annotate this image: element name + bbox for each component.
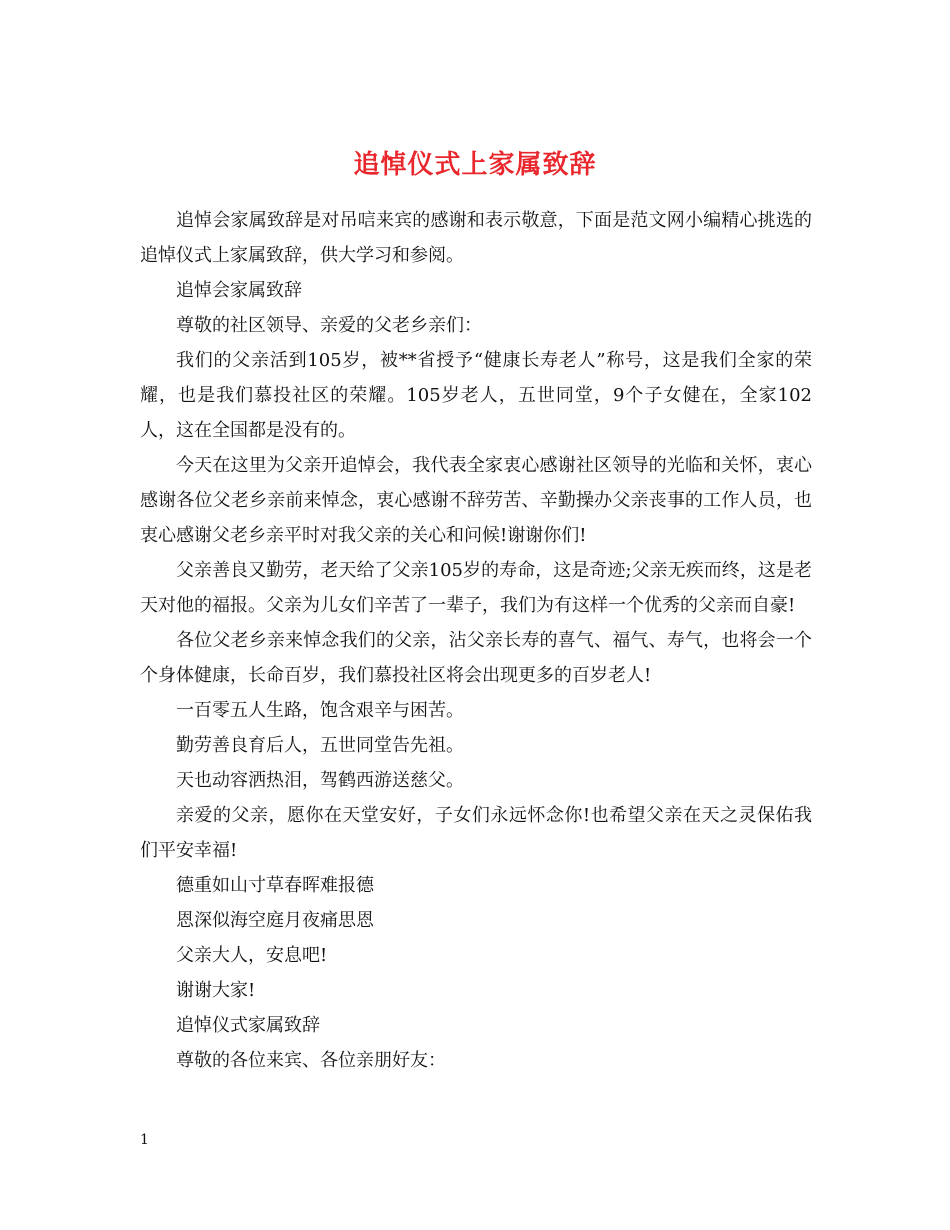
couplet-line: 恩深似海空庭月夜痛思恩 — [176, 910, 374, 931]
paragraph-salutation-2: 尊敬的各位来宾、各位亲朋好友： — [176, 1050, 446, 1071]
paragraph: 父亲善良又勤劳，老天给了父亲105岁的寿命，这是奇迹;父亲无疾而终，这是老天对他的福报。父亲为儿女们辛苦了一辈子，我们为有这样一个优秀的父亲而自豪! — [140, 560, 812, 616]
poem-line: 一百零五人生路，饱含艰辛与困苦。 — [176, 700, 464, 721]
paragraph-heading-1: 追悼会家属致辞 — [176, 280, 302, 301]
poem-line: 天也动容洒热泪，驾鹤西游送慈父。 — [176, 770, 464, 791]
document-title: 追悼仪式上家属致辞 — [353, 150, 597, 181]
paragraph-heading-2: 追悼仪式家属致辞 — [176, 1015, 320, 1036]
paragraph-intro: 追悼会家属致辞是对吊唁来宾的感谢和表示敬意，下面是范文网小编精心挑选的追悼仪式上家属致辞，供大学习和参阅。 — [140, 210, 812, 266]
paragraph: 各位父老乡亲来悼念我们的父亲，沾父亲长寿的喜气、福气、寿气，也将会一个个身体健康，长命百岁，我们慕投社区将会出现更多的百岁老人! — [140, 630, 812, 686]
paragraph: 谢谢大家! — [176, 980, 256, 1001]
page-number: 1 — [140, 1132, 149, 1148]
document-body — [140, 203, 812, 1078]
paragraph-salutation-1: 尊敬的社区领导、亲爱的父老乡亲们： — [176, 315, 482, 336]
paragraph: 父亲大人，安息吧! — [176, 945, 328, 966]
paragraph: 我们的父亲活到105岁，被**省授予“健康长寿老人”称号，这是我们全家的荣耀，也是我们慕投社区的荣耀。105岁老人，五世同堂，9个子女健在，全家102人，这在全国都是没有的。 — [140, 350, 812, 441]
couplet-line: 德重如山寸草春晖难报德 — [176, 875, 374, 896]
poem-line: 勤劳善良育后人，五世同堂告先祖。 — [176, 735, 464, 756]
paragraph: 亲爱的父亲，愿你在天堂安好，子女们永远怀念你!也希望父亲在天之灵保佑我们平安幸福! — [140, 805, 812, 861]
paragraph: 今天在这里为父亲开追悼会，我代表全家衷心感谢社区领导的光临和关怀，衷心感谢各位父老乡亲前来悼念，衷心感谢不辞劳苦、辛勤操办父亲丧事的工作人员，也衷心感谢父老乡亲平时对我父亲的关心和问候!谢谢你们! — [140, 455, 812, 546]
